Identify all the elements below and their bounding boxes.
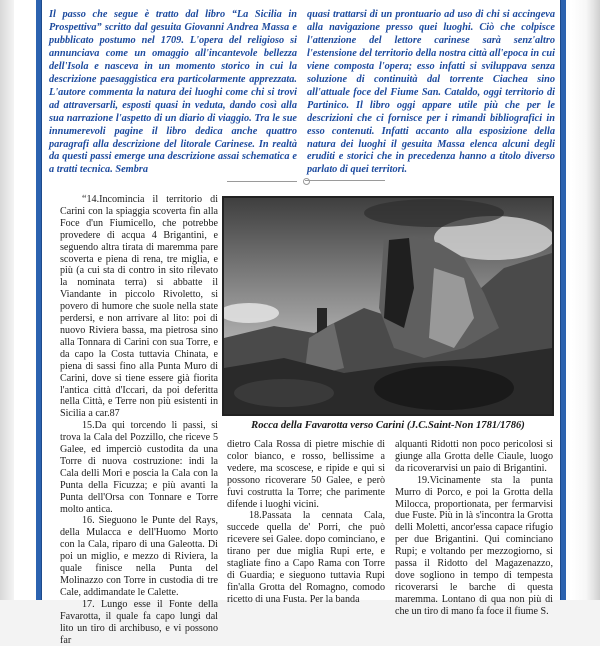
intro-paragraph-left: Il passo che segue è tratto dal libro “La Sicilia in Prospettiva” scritto dal gesuita Giovanni Andrea Massa e pubblicato postumo nel 1709. L'opera del religioso si annunciava come un omaggio all'incantevole bellezza dell'Isola e nasceva in un momento storico in cui la descrizione paesaggistica era particolarmente apprezzata. L'autore commenta la natura dei luoghi come chi si trovi ad attraversarli, esposti quasi in veduta, dando così alla sua narrazione l'aspetto di un diario di viaggio. Tra le sue innumerevoli pagine il libro dedica anche quattro paragrafi alla descrizione del litorale Carinese. In realtà da questi passi emerge una descrizione assai schematica e a tratti tecnica. Sembra: [49, 9, 297, 176]
paragraph-18: 18.Passata la cennata Cala, succede quella de' Porri, che può ricevere sei Galee. dopo cominciano, e tirano per due miglia Rupi erte, e stagliate fino a Capo Rama con Torre di Guardia; e sieguono tuttavia Rupi fin'alla Grotta del Romagno, comodo ricetto di una Fusta. Per la banda: [227, 510, 385, 605]
body-column-right: [395, 439, 553, 618]
scan-right-edge: [572, 0, 600, 600]
blue-border-right: [561, 0, 566, 600]
engraving-illustration: [222, 196, 554, 416]
paragraph-17-continued: dietro Cala Rossa di pietre mischie di color bianco, e rosso, bellissime a vedere, ma scoscese, e ripide e qui si possono ricoverare 50 Galee, e però fuvi costrutta la Torre; che parimente difende i luoghi vicini.: [227, 439, 385, 510]
paragraph-18-continued: alquanti Ridotti non poco pericolosi si giunge alla Grotta delle Ciaule, luogo da ricoverarvisi un paio di Brigantini.: [395, 439, 553, 474]
intro-column-left: [49, 9, 297, 176]
intro-box: [49, 9, 555, 176]
separator-line: [305, 180, 385, 181]
figure-caption: Rocca della Favarotta verso Carini (J.C.Saint-Non 1781/1786): [251, 420, 525, 431]
blue-border-left: [36, 0, 41, 600]
paragraph-17: 17. Lungo esse il Fonte della Favarotta, il quale fa capo lungi dal lito un tiro di archibuso, e vi possono far: [60, 598, 218, 646]
landscape-engraving-image: [224, 198, 552, 414]
body-column-middle: [227, 439, 385, 606]
scan-left-edge: [0, 0, 14, 600]
intro-column-right: [307, 9, 555, 176]
intro-paragraph-right: quasi trattarsi di un prontuario ad uso di chi si accingeva alla navigazione presso quei luoghi. Ciò che colpisce l'attenzione del lettore carinese sarà senz'altro l'estensione del territorio della nostra città all'epoca in cui viene composta l'opera; esso infatti si sviluppava senza soluzione di continuità dal torrente Ciachea sino all'attuale foce del Fiume San. Cataldo, oggi territorio di Partinico. Il libro oggi appare utile più che per le descrizioni che ci fornisce per i rimandi bibliografici in esso contenuti. Infatti accanto alla esposizione della natura dei luoghi il gesuita Massa elenca alcuni degli eruditi e storici che in precedenza hanno a titolo diverso parlato di quei territori.: [307, 9, 555, 176]
paragraph-14: “14.Incomincia il territorio di Carini con la spiaggia scoverta fin alla Foce d'un Fiumicello, che potrebbe provedere di acqua 4 Brigantini, e seguendo altra tirata di maremma pare scoverta e piena di rena, tre miglia, e più (a cui sta di contro in sito rilevato la nominata terra) si abbatte il Viandante in piccolo Rivoletto, si povero di humore che suole nella state perdersi, e non arrivare al lito: poi di nuovo Riviera bassa, ma pietrosa sino alla Tonnara di Carini con sua Torre, e da capo la Costa tuttavia Chinata, e piena di sassi fino alla Punta Muro di Carini, dove si tiene essere già fiorita l'antica città d'Iccari, da poi deferitta nella Città, e Terre non più esistenti in Sicilia a car.87: [60, 194, 218, 420]
paragraph-16: 16. Sieguono le Punte del Rays, della Mulacca e dell'Huomo Morto con la Cala, riparo di una Galeotta. Di poi un miglio, e mezzo di Riviera, la quale finisce nella Punta del Molinazzo con Torre in custodia di tre Cale, addimandate le Calette.: [60, 515, 218, 598]
body-column-left: [60, 194, 218, 646]
paragraph-19: 19.Vicinamente sta la punta Murro di Porco, e poi la Grotta della Milocca, proportionata, per fermarvisi due Fuste. Più in là s'incontra la Grotta delli Moletti, ancor'essa capace rifugio per due Brigantini. Qui cominciano Rupi; e voltando per mezzogiorno, si passa il Ridotto del Magazenazzo, dove sogliono in tempo di tempesta ricoverarsi le barche di questa maremma. Lontano di qua non più di che un tiro di mano fa foce il fiume S.: [395, 474, 553, 617]
separator-line: [227, 181, 297, 182]
paragraph-15: 15.Da qui torcendo li passi, si trova la Cala del Pozzillo, che riceve 5 Galee, ed imperciò custodita da una Torre di nuova costruzione: indi la Cala delli Mori e poscia la Cala con la Punta della Ficuzza; e più avanti la Punta dell'Orsa con Tonnare e Torre molto antica.: [60, 420, 218, 515]
